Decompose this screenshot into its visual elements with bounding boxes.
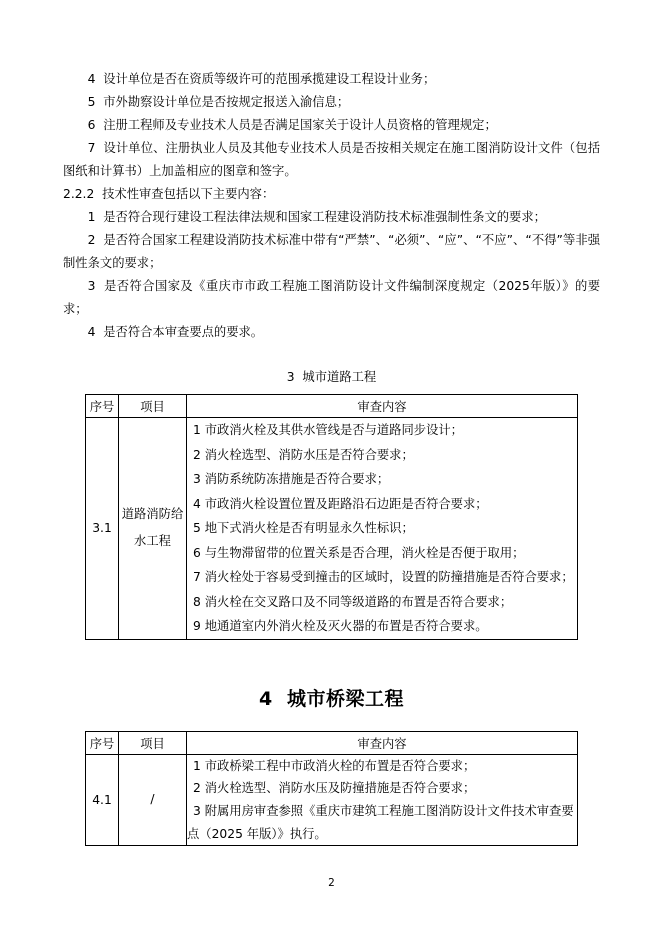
- section-heading-bridge: 4 城市桥梁工程: [259, 687, 404, 710]
- bridge-header-no: 序号: [86, 731, 119, 754]
- content-line: 6 与生物滞留带的位置关系是否合理，消火栓是否便于取用；: [193, 545, 525, 560]
- content-line: 3 附属用房审查参照《重庆市建筑工程施工图消防设计文件技术审查要点（2025 年版）》执行。: [187, 803, 574, 841]
- content-line: 7 消火栓处于容易受到撞击的区域时，设置的防撞措施是否符合要求；: [193, 570, 574, 584]
- paragraph-subitem-2: 2 是否符合国家工程建设消防技术标准中带有“严禁”、“必须”、“应”、“不应”、“不得”等非强制性条文的要求；: [63, 233, 600, 270]
- road-header-no: 序号: [86, 395, 119, 418]
- paragraph-item-5: 5 市外勘察设计单位是否按规定报送入渝信息；: [87, 95, 350, 109]
- content-line: 8 消火栓在交叉路口及不同等级道路的布置是否符合要求；: [193, 594, 513, 609]
- road-table-caption: 3 城市道路工程: [286, 370, 377, 384]
- content-line: 2 消火栓选型、消防水压及防撞措施是否符合要求；: [193, 781, 476, 796]
- content-line: 5 地下式消火栓是否有明显永久性标识；: [193, 521, 414, 535]
- paragraph-item-6: 6 注册工程师及专业技术人员是否满足国家关于设计人员资格的管理规定；: [87, 118, 497, 132]
- paragraph-subitem-4: 4 是否符合本审查要点的要求。: [87, 325, 264, 339]
- road-header-item: 项目: [119, 395, 187, 418]
- content-line: 1 市政桥梁工程中市政消火栓的布置是否符合要求；: [193, 758, 476, 773]
- road-table-header-row: [86, 395, 578, 418]
- road-table: [85, 394, 578, 640]
- paragraph-subitem-1: 1 是否符合现行建设工程法律法规和国家工程建设消防技术标准强制性条文的要求；: [87, 210, 546, 224]
- road-row-item: 道路消防给水工程: [119, 418, 187, 640]
- road-table-row: [86, 418, 578, 640]
- content-line: 9 地通道室内外消火栓及灭火器的布置是否符合要求。: [193, 619, 488, 633]
- content-line: 4 市政消火栓设置位置及距路沿石边距是否符合要求；: [193, 496, 488, 511]
- bridge-row-item: /: [119, 754, 187, 846]
- paragraph-item-7: 7 设计单位、注册执业人员及其他专业技术人员是否按相关规定在施工图消防设计文件（包括图纸和计算书）上加盖相应的图章和签字。: [63, 141, 600, 178]
- road-row-no: 3.1: [86, 418, 119, 640]
- paragraph-clause-2-2-2: 2.2.2 技术性审查包括以下主要内容：: [63, 187, 275, 201]
- bridge-header-content: 审查内容: [187, 731, 578, 754]
- content-line: 2 消火栓选型、消防水压是否符合要求；: [193, 447, 414, 462]
- paragraph-subitem-3: 3 是否符合国家及《重庆市市政工程施工图消防设计文件编制深度规定（2025年版）》的要求；: [63, 279, 600, 316]
- road-header-content: 审查内容: [187, 395, 578, 418]
- content-line: 1 市政消火栓及其供水管线是否与道路同步设计；: [193, 423, 463, 437]
- bridge-table: [85, 731, 578, 847]
- bridge-table-header-row: [86, 731, 578, 754]
- bridge-table-row: [86, 754, 578, 846]
- paragraph-item-4: 4 设计单位是否在资质等级许可的范围承揽建设工程设计业务；: [87, 72, 436, 86]
- road-row-content: [187, 418, 578, 640]
- bridge-row-no: 4.1: [86, 754, 119, 846]
- content-line: 3 消防系统防冻措施是否符合要求；: [193, 472, 390, 486]
- page-number: 2: [328, 877, 335, 890]
- bridge-header-item: 项目: [119, 731, 187, 754]
- bridge-row-content: [187, 754, 578, 846]
